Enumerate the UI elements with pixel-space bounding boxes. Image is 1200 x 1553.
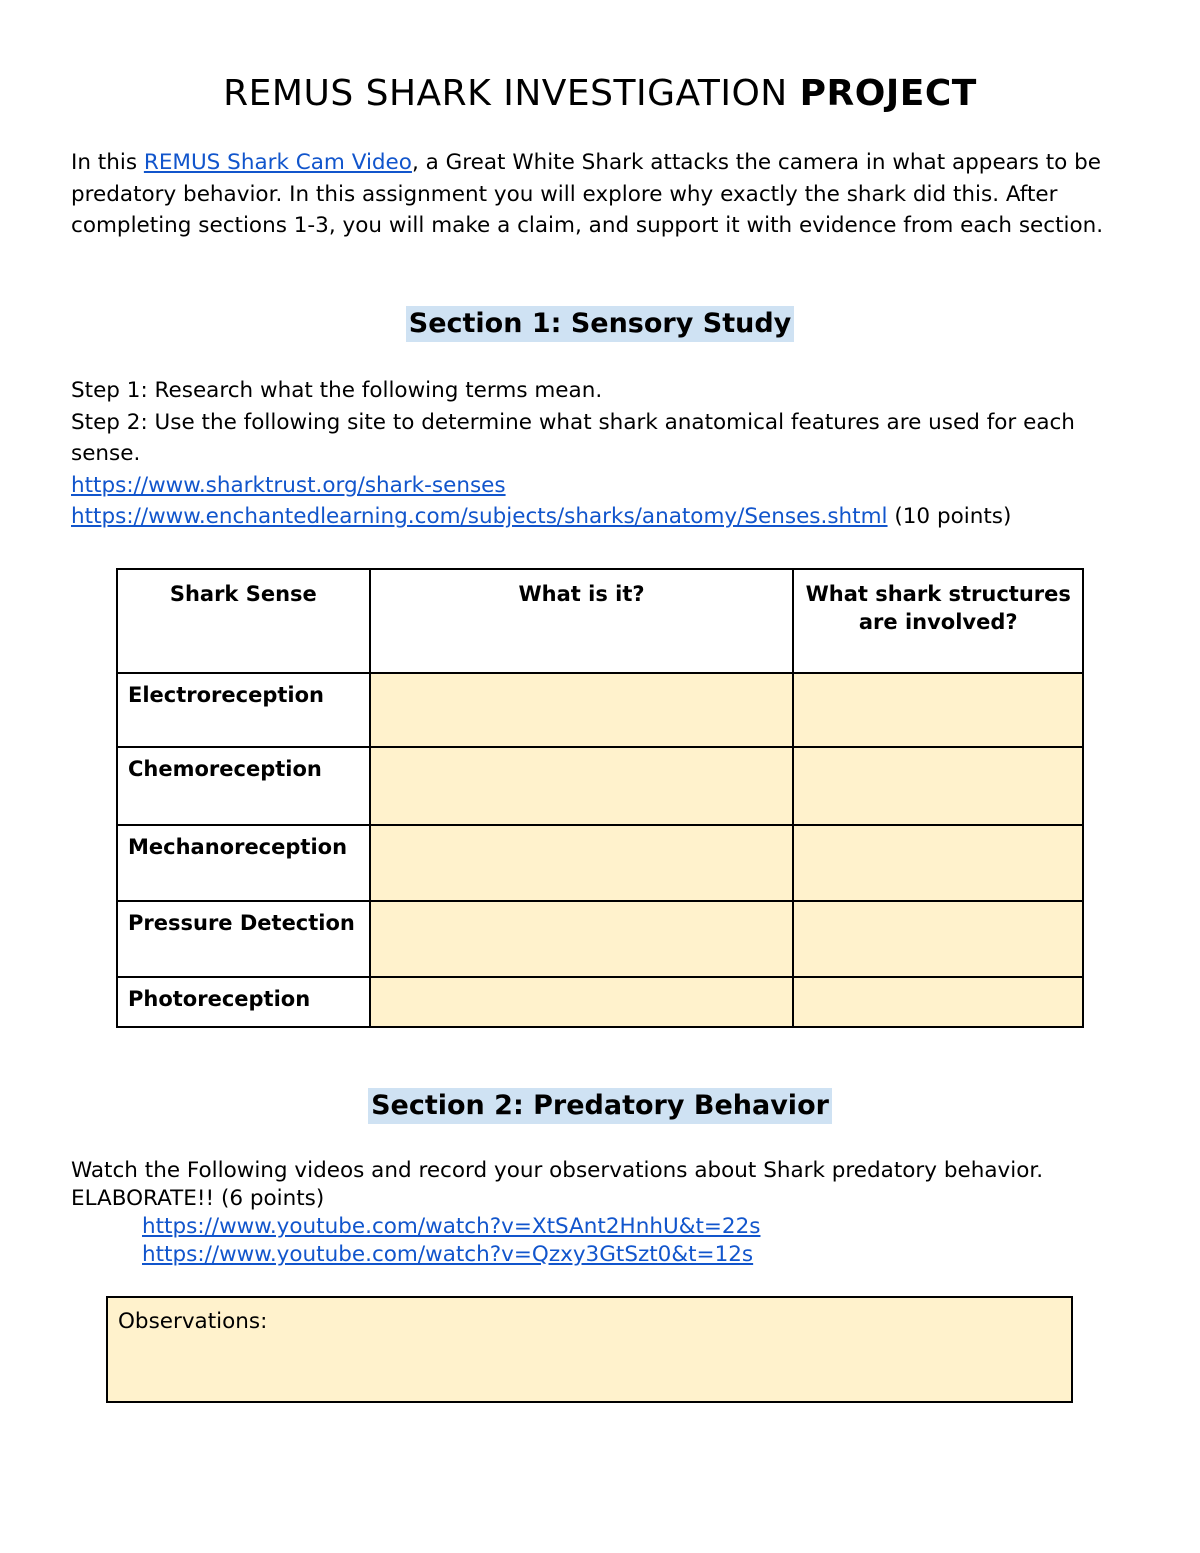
table-header-row	[117, 569, 1083, 673]
intro-text-start: In this	[71, 150, 144, 175]
youtube-link-2[interactable]: https://www.youtube.com/watch?v=Qzxy3GtSzt0&t=12s	[142, 1242, 754, 1267]
sense-label: Mechanoreception	[117, 825, 370, 901]
intro-text-rest: , a Great White Shark attacks the camera in what appears to be predatory behavior. In this assignment you will explore why exactly the shark did this. After completing sections 1-3, you will make a claim, and support it with evidence from each section.	[71, 150, 1104, 238]
observations-box[interactable]	[106, 1296, 1073, 1403]
answer-cell-what[interactable]	[370, 673, 794, 747]
youtube-link-1[interactable]: https://www.youtube.com/watch?v=XtSAnt2HnhU&t=22s	[142, 1214, 761, 1239]
answer-cell-what[interactable]	[370, 747, 794, 825]
header-what-is-it: What is it?	[370, 569, 794, 673]
section1-heading-text: Section 1: Sensory Study	[406, 306, 795, 342]
shark-senses-table	[116, 568, 1084, 1028]
observations-label: Observations:	[118, 1309, 268, 1334]
table-row	[117, 747, 1083, 825]
table-row	[117, 825, 1083, 901]
section2-heading-text: Section 2: Predatory Behavior	[368, 1088, 832, 1124]
step-2: Step 2: Use the following site to determine what shark anatomical features are used for each sense.	[71, 409, 1075, 466]
points-label: (10 points)	[887, 504, 1012, 529]
step-1: Step 1: Research what the following terms mean.	[71, 378, 603, 403]
header-structures: What shark structures are involved?	[793, 569, 1083, 673]
answer-cell-what[interactable]	[370, 977, 794, 1027]
answer-cell-structures[interactable]	[793, 825, 1083, 901]
header-shark-sense: Shark Sense	[117, 569, 370, 673]
sense-label: Photoreception	[117, 977, 370, 1027]
video-links	[142, 1213, 760, 1269]
answer-cell-structures[interactable]	[793, 977, 1083, 1027]
sense-label: Pressure Detection	[117, 901, 370, 977]
answer-cell-structures[interactable]	[793, 747, 1083, 825]
remus-video-link[interactable]: REMUS Shark Cam Video	[143, 150, 412, 175]
title-bold: PROJECT	[799, 73, 977, 114]
page-title	[0, 70, 1200, 118]
sharktrust-link[interactable]: https://www.sharktrust.org/shark-senses	[71, 472, 506, 498]
answer-cell-structures[interactable]	[793, 673, 1083, 747]
enchantedlearning-link[interactable]: https://www.enchantedlearning.com/subjects/sharks/anatomy/Senses.shtml	[71, 504, 888, 529]
answer-cell-what[interactable]	[370, 901, 794, 977]
sense-label: Electroreception	[117, 673, 370, 747]
title-main: REMUS SHARK INVESTIGATION	[223, 73, 788, 114]
answer-cell-structures[interactable]	[793, 901, 1083, 977]
table-row	[117, 901, 1083, 977]
table-row	[117, 673, 1083, 747]
sense-label: Chemoreception	[117, 747, 370, 825]
section1-steps	[71, 375, 1141, 533]
section1-heading	[0, 306, 1200, 342]
section2-instructions: Watch the Following videos and record your observations about Shark predatory behavior. ELABORATE!! (6 points)	[71, 1158, 1044, 1211]
table-row	[117, 977, 1083, 1027]
intro-paragraph	[71, 147, 1131, 242]
section2-heading	[0, 1088, 1200, 1124]
answer-cell-what[interactable]	[370, 825, 794, 901]
